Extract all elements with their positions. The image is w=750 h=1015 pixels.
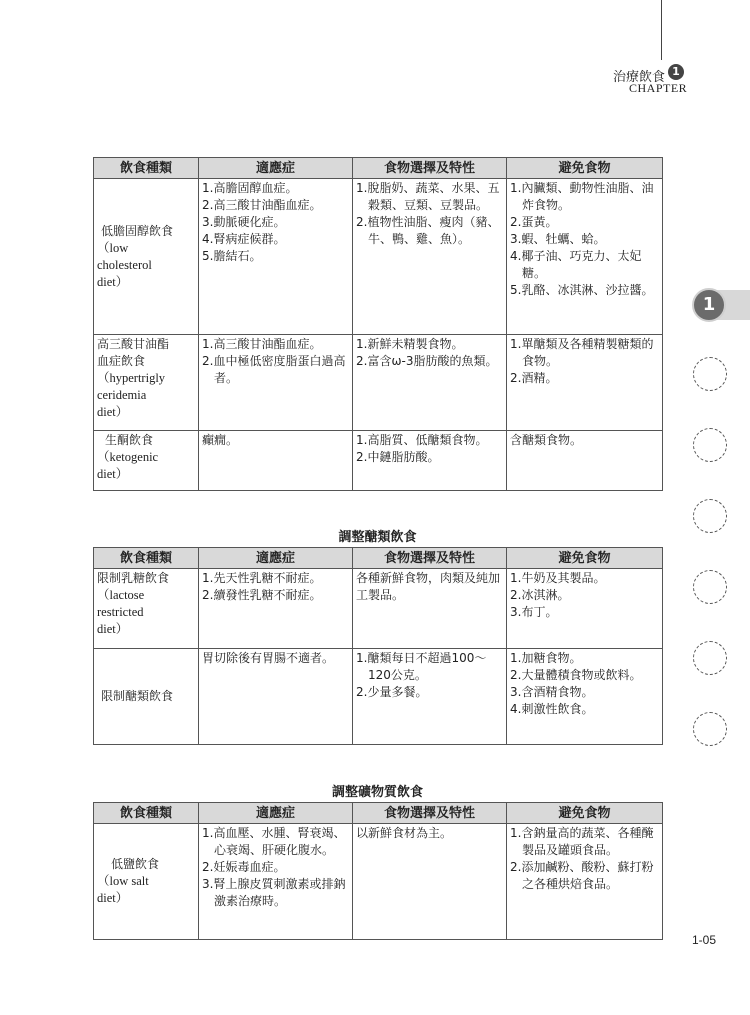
table-row xyxy=(94,335,663,431)
list-item: 3.蝦、牡蠣、蛤。 xyxy=(510,232,606,246)
diet-type-en: （low xyxy=(97,240,129,255)
table-row xyxy=(94,649,663,745)
list-item: 胃切除後有胃腸不適者。 xyxy=(202,651,335,665)
list-item: 2.少量多餐。 xyxy=(356,685,428,699)
side-tab-chapter-4[interactable] xyxy=(693,499,727,533)
foods-cell xyxy=(353,824,507,940)
list-item: 3.布丁。 xyxy=(510,605,558,619)
side-tab-chapter-6[interactable] xyxy=(693,641,727,675)
side-tab-chapter-5[interactable] xyxy=(693,570,727,604)
list-item: 2.血中極低密度脂蛋白過高者。 xyxy=(202,354,346,385)
list-item: 癲癇。 xyxy=(202,433,239,447)
chapter-title: 治療飲食 xyxy=(612,70,665,85)
diet-type-en: cholesterol xyxy=(97,257,152,272)
diet-type-en: （ketogenic xyxy=(97,450,159,464)
list-item: 1.內臟類、動物性油脂、油炸食物。 xyxy=(510,181,654,212)
list-item: 4.腎病症候群。 xyxy=(202,232,286,246)
indications-cell xyxy=(199,335,353,431)
list-item: 2.續發性乳糖不耐症。 xyxy=(202,588,322,602)
list-item: 2.植物性油脂、瘦肉（豬、牛、鴨、雞、魚）。 xyxy=(356,215,500,246)
table-row xyxy=(94,569,663,649)
side-tab-chapter-1[interactable]: 1 xyxy=(692,288,726,322)
diet-type-en: ceridemia xyxy=(97,388,147,402)
diet-type-en: diet） xyxy=(97,405,129,419)
lipid-diet-table xyxy=(93,157,663,491)
col-header-food-choice: 食物選擇及特性 xyxy=(353,158,507,179)
table-row xyxy=(94,824,663,940)
list-item: 5.膽結石。 xyxy=(202,249,262,263)
list-item: 4.椰子油、巧克力、太妃糖。 xyxy=(510,249,642,280)
col-header-indications: 適應症 xyxy=(199,548,353,569)
col-header-food-choice: 食物選擇及特性 xyxy=(353,548,507,569)
list-item: 4.刺激性飲食。 xyxy=(510,702,594,716)
col-header-diet-type: 飲食種類 xyxy=(94,548,199,569)
avoid-cell xyxy=(507,179,663,335)
diet-type-en: diet） xyxy=(97,467,129,481)
col-header-avoid: 避免食物 xyxy=(507,158,663,179)
avoid-cell xyxy=(507,649,663,745)
diet-type-name: 生酮飲食 xyxy=(105,433,154,447)
side-tab-chapter-7[interactable] xyxy=(693,712,727,746)
diet-type-en: restricted xyxy=(97,605,144,619)
list-item: 2.高三酸甘油酯血症。 xyxy=(202,198,322,212)
col-header-diet-type: 飲食種類 xyxy=(94,158,199,179)
list-item: 2.大量體積食物或飲料。 xyxy=(510,668,642,682)
diet-type-en: diet） xyxy=(97,891,129,905)
page-number: 1-05 xyxy=(692,933,717,947)
list-item: 以新鮮食材為主。 xyxy=(356,826,453,840)
foods-cell xyxy=(353,179,507,335)
header-divider-line xyxy=(661,0,662,60)
col-header-indications: 適應症 xyxy=(199,803,353,824)
section-title-carbohydrate: 調整醣類飲食 xyxy=(338,530,417,545)
list-item: 含醣類食物。 xyxy=(510,433,583,447)
list-item: 1.先天性乳糖不耐症。 xyxy=(202,571,322,585)
mineral-diet-table xyxy=(93,802,663,940)
diet-type-cell xyxy=(94,179,199,335)
indications-cell xyxy=(199,649,353,745)
list-item: 1.加糖食物。 xyxy=(510,651,582,665)
col-header-avoid: 避免食物 xyxy=(507,548,663,569)
col-header-indications: 適應症 xyxy=(199,158,353,179)
list-item: 2.中鏈脂肪酸。 xyxy=(356,450,440,464)
diet-type-name: 低鹽飲食 xyxy=(111,857,160,871)
chapter-label: CHAPTER xyxy=(629,81,688,95)
diet-type-name: 限制醣類飲食 xyxy=(101,689,174,703)
diet-type-cell xyxy=(94,569,199,649)
list-item: 2.蛋黃。 xyxy=(510,215,558,229)
list-item: 3.動脈硬化症。 xyxy=(202,215,286,229)
list-item: 3.腎上腺皮質刺激素或排鈉激素治療時。 xyxy=(202,877,346,908)
table-row xyxy=(94,179,663,335)
avoid-cell xyxy=(507,824,663,940)
avoid-cell xyxy=(507,569,663,649)
list-item: 1.高膽固醇血症。 xyxy=(202,181,298,195)
list-item: 2.冰淇淋。 xyxy=(510,588,570,602)
diet-type-en: （lactose xyxy=(97,588,145,602)
side-tab-chapter-2[interactable] xyxy=(693,357,727,391)
list-item: 1.高脂質、低醣類食物。 xyxy=(356,433,488,447)
list-item: 1.高血壓、水腫、腎衰竭、心衰竭、肝硬化腹水。 xyxy=(202,826,346,857)
foods-cell xyxy=(353,431,507,491)
diet-type-cell xyxy=(94,649,199,745)
avoid-cell xyxy=(507,335,663,431)
diet-type-en: diet） xyxy=(97,622,129,636)
list-item: 1.單醣類及各種精製糖類的食物。 xyxy=(510,337,654,368)
diet-type-cell xyxy=(94,335,199,431)
carbohydrate-diet-table xyxy=(93,547,663,745)
indications-cell xyxy=(199,179,353,335)
list-item: 1.新鮮未精製食物。 xyxy=(356,337,464,351)
diet-type-cell xyxy=(94,824,199,940)
diet-type-name: 限制乳糖飲食 xyxy=(97,571,170,585)
diet-type-name: 血症飲食 xyxy=(97,354,146,368)
list-item: 2.酒精。 xyxy=(510,371,558,385)
list-item: 3.含酒精食物。 xyxy=(510,685,594,699)
col-header-diet-type: 飲食種類 xyxy=(94,803,199,824)
list-item: 2.富含ω-3脂肪酸的魚類。 xyxy=(356,354,498,368)
diet-type-en: diet） xyxy=(97,274,129,289)
foods-cell xyxy=(353,335,507,431)
diet-type-cell xyxy=(94,431,199,491)
indications-cell xyxy=(199,824,353,940)
section-title-mineral: 調整礦物質飲食 xyxy=(331,785,423,800)
foods-cell xyxy=(353,649,507,745)
diet-type-en: （low salt xyxy=(97,874,149,888)
list-item: 1.牛奶及其製品。 xyxy=(510,571,606,585)
diet-type-en: （hypertrigly xyxy=(97,371,166,385)
list-item: 5.乳酪、冰淇淋、沙拉醬。 xyxy=(510,283,654,297)
list-item: 1.含鈉量高的蔬菜、各種醃製品及罐頭食品。 xyxy=(510,826,654,857)
list-item: 1.高三酸甘油酯血症。 xyxy=(202,337,322,351)
indications-cell xyxy=(199,431,353,491)
table-row xyxy=(94,431,663,491)
chapter-number-badge: 1 xyxy=(668,64,684,80)
diet-type-name: 低膽固醇飲食 xyxy=(101,223,174,238)
list-item: 各種新鮮食物，肉類及純加工製品。 xyxy=(356,571,501,602)
col-header-food-choice: 食物選擇及特性 xyxy=(353,803,507,824)
avoid-cell xyxy=(507,431,663,491)
diet-type-name: 高三酸甘油酯 xyxy=(97,337,170,351)
list-item: 2.妊娠毒血症。 xyxy=(202,860,286,874)
foods-cell xyxy=(353,569,507,649)
list-item: 1.脫脂奶、蔬菜、水果、五穀類、豆類、豆製品。 xyxy=(356,181,500,212)
list-item: 2.添加鹹粉、酸粉、蘇打粉之各種烘焙食品。 xyxy=(510,860,654,891)
list-item: 1.醣類每日不超過100～120公克。 xyxy=(356,651,487,682)
col-header-avoid: 避免食物 xyxy=(507,803,663,824)
indications-cell xyxy=(199,569,353,649)
side-tab-chapter-3[interactable] xyxy=(693,428,727,462)
